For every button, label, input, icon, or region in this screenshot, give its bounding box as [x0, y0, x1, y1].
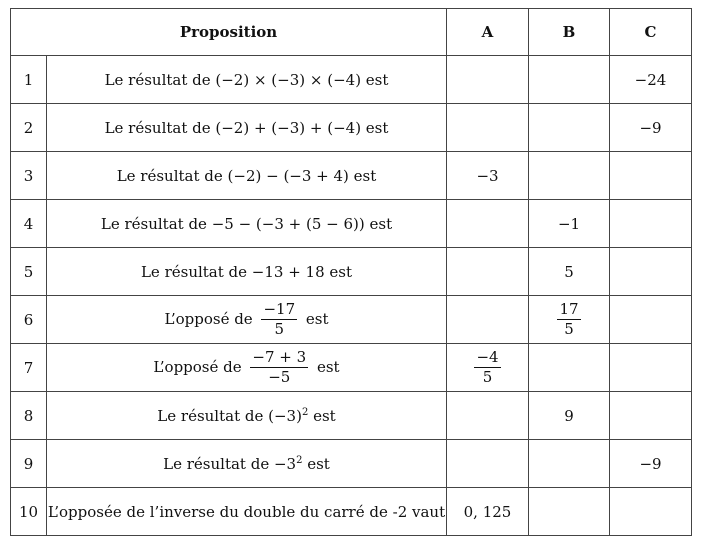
row-number: 4 — [11, 200, 47, 248]
proposition-text: Le résultat de −3 — [163, 454, 297, 473]
table-row — [11, 440, 692, 488]
fraction — [250, 349, 308, 387]
answer-b-cell: −1 — [529, 200, 610, 248]
proposition-text: L’opposé de — [164, 309, 253, 328]
header-proposition: Proposition — [11, 9, 447, 56]
row-number: 6 — [11, 296, 47, 344]
answer-b-cell — [529, 56, 610, 104]
answer-c-cell — [610, 488, 692, 536]
answer-c-cell: −9 — [610, 104, 692, 152]
proposition-cell: Le résultat de (−2) × (−3) × (−4) est — [47, 56, 447, 104]
proposition-cell: Le résultat de −13 + 18 est — [47, 248, 447, 296]
proposition-cell: Le résultat de (−2) + (−3) + (−4) est — [47, 104, 447, 152]
header-b: B — [529, 9, 610, 56]
row-number: 3 — [11, 152, 47, 200]
row-number: 9 — [11, 440, 47, 488]
header-c: C — [610, 9, 692, 56]
fraction-denominator: 5 — [482, 368, 493, 386]
answer-c-cell — [610, 152, 692, 200]
answer-c-cell — [610, 248, 692, 296]
table-row — [11, 56, 692, 104]
answer-c-cell — [610, 200, 692, 248]
proposition-cell — [47, 392, 447, 440]
row-number: 8 — [11, 392, 47, 440]
row-number: 1 — [11, 56, 47, 104]
answer-b-cell — [529, 344, 610, 392]
quiz-table — [10, 8, 692, 536]
table-row — [11, 344, 692, 392]
proposition-cell: Le résultat de (−2) − (−3 + 4) est — [47, 152, 447, 200]
fraction-numerator: −7 + 3 — [250, 349, 308, 368]
answer-b-cell — [529, 104, 610, 152]
exponent: 2 — [296, 454, 303, 466]
proposition-text: est — [316, 357, 340, 376]
fraction-denominator: 5 — [564, 320, 574, 338]
row-number: 2 — [11, 104, 47, 152]
proposition-cell — [47, 296, 447, 344]
answer-b-cell — [529, 296, 610, 344]
proposition-cell — [47, 440, 447, 488]
table-row — [11, 104, 692, 152]
row-number: 7 — [11, 344, 47, 392]
answer-a-cell: 0, 125 — [447, 488, 529, 536]
table-row — [11, 200, 692, 248]
answer-a-cell — [447, 296, 529, 344]
fraction — [474, 349, 500, 387]
answer-b-cell — [529, 488, 610, 536]
answer-c-cell — [610, 392, 692, 440]
fraction-numerator: −17 — [261, 301, 297, 320]
answer-a-cell — [447, 392, 529, 440]
fraction — [261, 301, 297, 339]
answer-a-cell — [447, 248, 529, 296]
table-row — [11, 296, 692, 344]
fraction-numerator: −4 — [474, 349, 500, 368]
fraction-denominator: 5 — [274, 320, 285, 338]
proposition-text: est — [307, 454, 330, 473]
fraction-denominator: −5 — [268, 368, 291, 386]
answer-b-cell — [529, 440, 610, 488]
answer-a-cell — [447, 440, 529, 488]
fraction — [557, 301, 580, 339]
proposition-text: est — [305, 309, 329, 328]
answer-c-cell — [610, 344, 692, 392]
proposition-text: est — [313, 406, 336, 425]
proposition-text: L’opposé de — [153, 357, 242, 376]
proposition-cell: L’opposée de l’inverse du double du carré de -2 vaut — [47, 488, 447, 536]
answer-b-cell — [529, 152, 610, 200]
answer-a-cell — [447, 56, 529, 104]
header-a: A — [447, 9, 529, 56]
answer-c-cell: −24 — [610, 56, 692, 104]
answer-a-cell: −3 — [447, 152, 529, 200]
answer-b-cell: 9 — [529, 392, 610, 440]
proposition-cell: Le résultat de −5 − (−3 + (5 − 6)) est — [47, 200, 447, 248]
answer-a-cell — [447, 104, 529, 152]
table-row — [11, 488, 692, 536]
answer-b-cell: 5 — [529, 248, 610, 296]
header-row — [11, 9, 692, 56]
fraction-numerator: 17 — [557, 301, 580, 320]
row-number: 10 — [11, 488, 47, 536]
table-row — [11, 392, 692, 440]
answer-c-cell — [610, 296, 692, 344]
table-row — [11, 248, 692, 296]
answer-c-cell: −9 — [610, 440, 692, 488]
answer-a-cell — [447, 344, 529, 392]
proposition-cell — [47, 344, 447, 392]
exponent: 2 — [301, 406, 309, 418]
row-number: 5 — [11, 248, 47, 296]
table-row — [11, 152, 692, 200]
answer-a-cell — [447, 200, 529, 248]
proposition-text: Le résultat de (−3) — [157, 406, 302, 425]
